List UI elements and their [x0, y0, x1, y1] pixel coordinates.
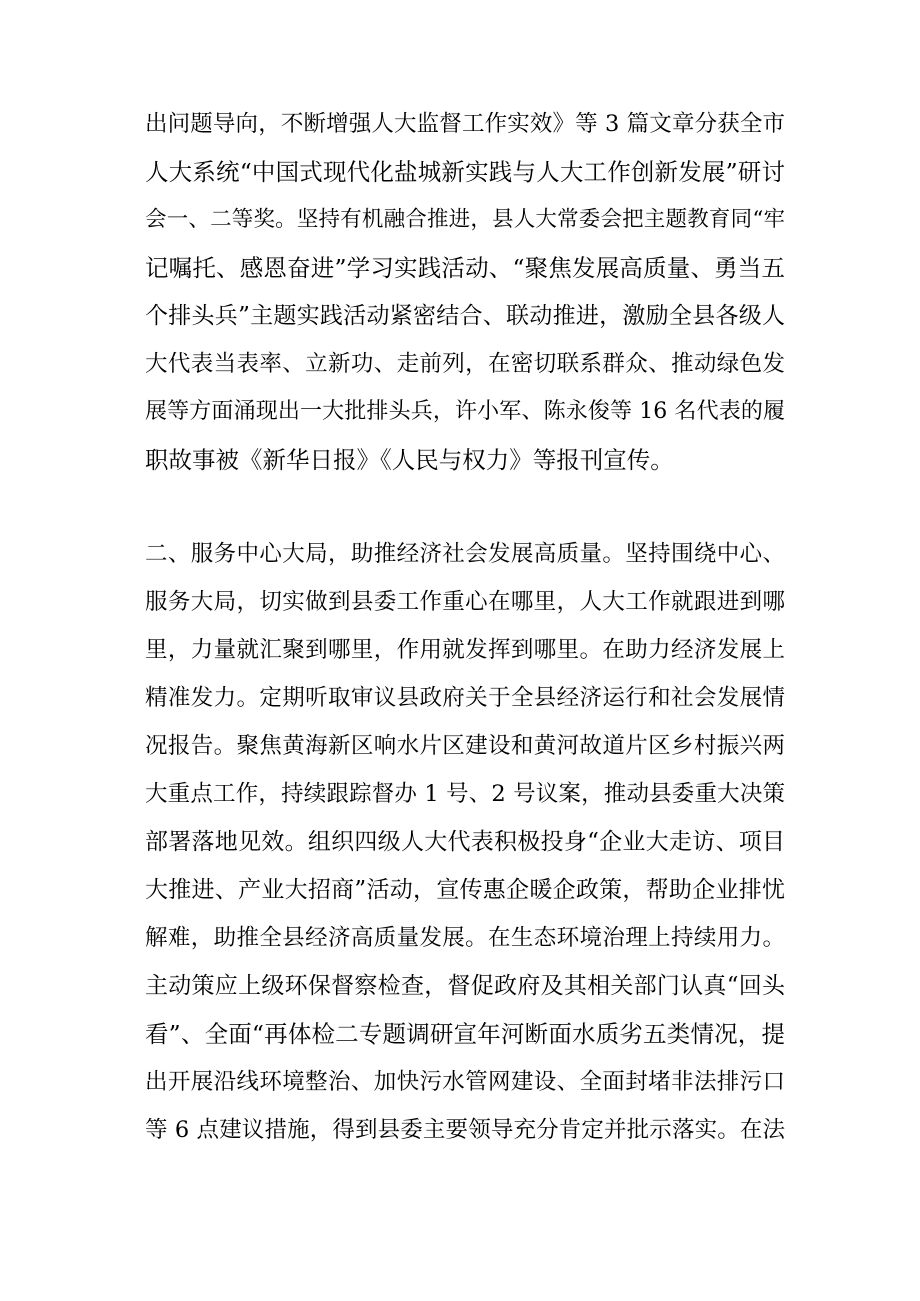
paragraph-2-line: 服务大局，切实做到县委工作重心在哪里，人大工作就跟进到哪	[145, 589, 785, 615]
paragraph-1-line: 人大系统“中国式现代化盐城新实践与人大工作创新发展”研讨	[145, 158, 785, 186]
paragraph-1-line: 会一、二等奖。坚持有机融合推进，县人大常委会把主题教育同“牢	[145, 207, 785, 232]
paragraph-2-line: 部署落地见效。组织四级人大代表积极投身“企业大走访、项目	[145, 829, 785, 855]
paragraph-2-line: 等 6 点建议措施，得到县委主要领导充分肯定并批示落实。在法	[145, 1117, 785, 1143]
paragraph-1-line: 展等方面涌现出一大批排头兵，许小军、陈永俊等 16 名代表的履	[145, 399, 785, 424]
paragraph-1-line: 出问题导向，不断增强人大监督工作实效》等 3 篇文章分获全市	[145, 111, 785, 137]
paragraph-2-line: 主动策应上级环保督察检查，督促政府及其相关部门认真“回头	[145, 973, 785, 999]
paragraph-2-line: 况报告。聚焦黄海新区响水片区建设和黄河故道片区乡村振兴两	[145, 733, 785, 759]
paragraph-2-line: 大重点工作，持续跟踪督办 1 号、2 号议案，推动县委重大决策	[145, 781, 785, 807]
paragraph-2-line: 看”、全面“再体检二专题调研宣年河断面水质劣五类情况，提	[145, 1020, 785, 1048]
paragraph-2-line: 精准发力。定期听取审议县政府关于全县经济运行和社会发展情	[145, 685, 785, 711]
paragraph-1-line: 职故事被《新华日报》《人民与权力》等报刊宣传。	[145, 446, 674, 474]
paragraph-1-line: 记嘱托、感恩奋进”学习实践活动、“聚焦发展高质量、勇当五	[145, 254, 785, 282]
paragraph-2-line: 里，力量就汇聚到哪里，作用就发挥到哪里。在助力经济发展上	[145, 637, 785, 663]
paragraph-2-line: 大推进、产业大招商”活动，宣传惠企暖企政策，帮助企业排忧	[145, 877, 785, 903]
paragraph-1-line: 个排头兵”主题实践活动紧密结合、联动推进，激励全县各级人	[145, 303, 785, 329]
paragraph-2-line: 二、服务中心大局，助推经济社会发展高质量。坚持围绕中心、	[145, 541, 785, 567]
paragraph-2-line: 出开展沿线环境整治、加快污水管网建设、全面封堵非法排污口	[145, 1069, 785, 1095]
paragraph-1-line: 大代表当表率、立新功、走前列，在密切联系群众、推动绿色发	[145, 351, 785, 377]
paragraph-2-line: 解难，助推全县经济高质量发展。在生态环境治理上持续用力。	[145, 925, 785, 951]
